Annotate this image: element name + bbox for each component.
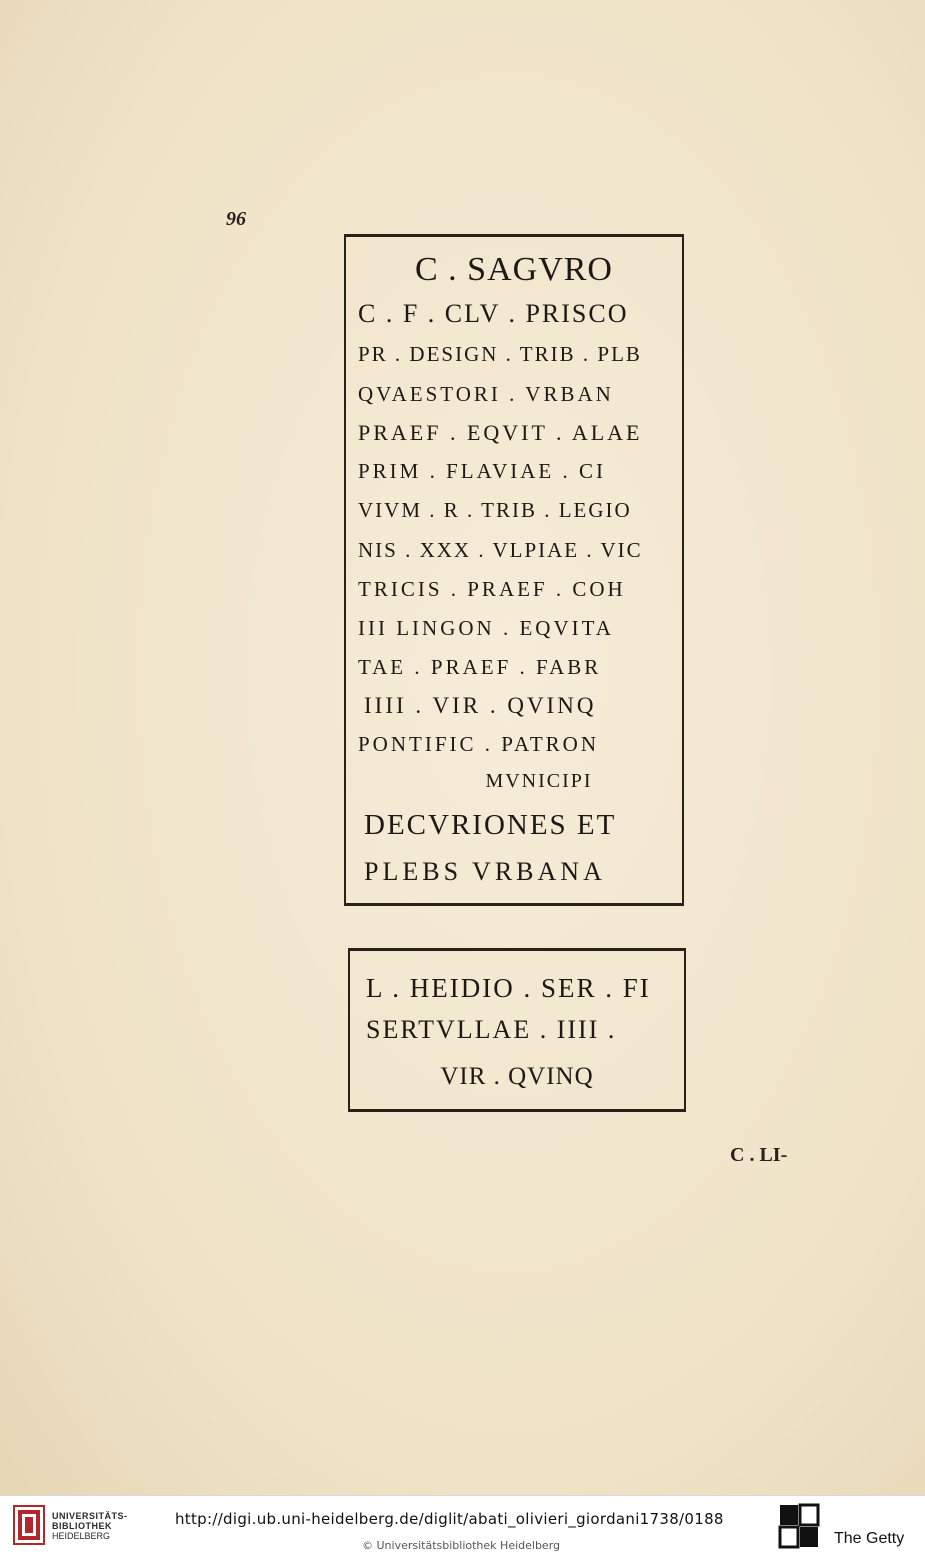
library-name <box>52 1511 128 1541</box>
inscription-line: C . F . CLV . PRISCO <box>358 299 629 328</box>
inscription-line: PONTIFIC . PATRON <box>358 732 600 756</box>
inscription-line: QVAESTORI . VRBAN <box>358 382 614 406</box>
inscription-line: PR . DESIGN . TRIB . PLB <box>358 342 642 366</box>
inscription-line: VIVM . R . TRIB . LEGIO <box>358 498 632 522</box>
inscription-line: IIII . VIR . QVINQ <box>364 693 597 718</box>
inscription-line: PRAEF . EQVIT . ALAE <box>358 420 643 445</box>
inscription-line: III LINGON . EQVITA <box>358 616 614 640</box>
inscription-line: VIR . QVINQ <box>440 1063 594 1090</box>
permalink-url[interactable]: http://digi.ub.uni-heidelberg.de/diglit/abati_olivieri_giordani1738/0188 <box>175 1510 724 1528</box>
copyright-notice: © Universitätsbibliothek Heidelberg <box>362 1539 561 1552</box>
inscription-line: TAE . PRAEF . FABR <box>358 655 602 679</box>
inscription-second <box>348 948 686 1112</box>
getty-logo-icon[interactable] <box>778 1503 820 1549</box>
library-name-line: HEIDELBERG <box>52 1531 111 1541</box>
inscription-line: DECVRIONES ET <box>364 809 617 841</box>
inscription-line: SERTVLLAE . IIII . <box>366 1015 617 1044</box>
inscription-line: MVNICIPI <box>485 770 593 792</box>
inscription-line: TRICIS . PRAEF . COH <box>358 577 626 601</box>
inscription-line: C . SAGVRO <box>415 251 613 288</box>
library-name-line: BIBLIOTHEK <box>52 1521 112 1531</box>
inscription-line: L . HEIDIO . SER . FI <box>366 973 651 1003</box>
footer-bar <box>0 1495 925 1563</box>
partner-name: The Getty <box>834 1530 905 1547</box>
library-name-line: UNIVERSITÄTS- <box>52 1511 128 1521</box>
inscription-main <box>344 234 684 906</box>
university-library-logo-icon[interactable] <box>10 1504 48 1546</box>
catchword: C . LI- <box>730 1144 788 1166</box>
inscription-line: PLEBS VRBANA <box>364 857 606 886</box>
inscription-line: NIS . XXX . VLPIAE . VIC <box>358 538 643 562</box>
page-number: 96 <box>226 208 246 230</box>
inscription-line: PRIM . FLAVIAE . CI <box>358 459 606 483</box>
